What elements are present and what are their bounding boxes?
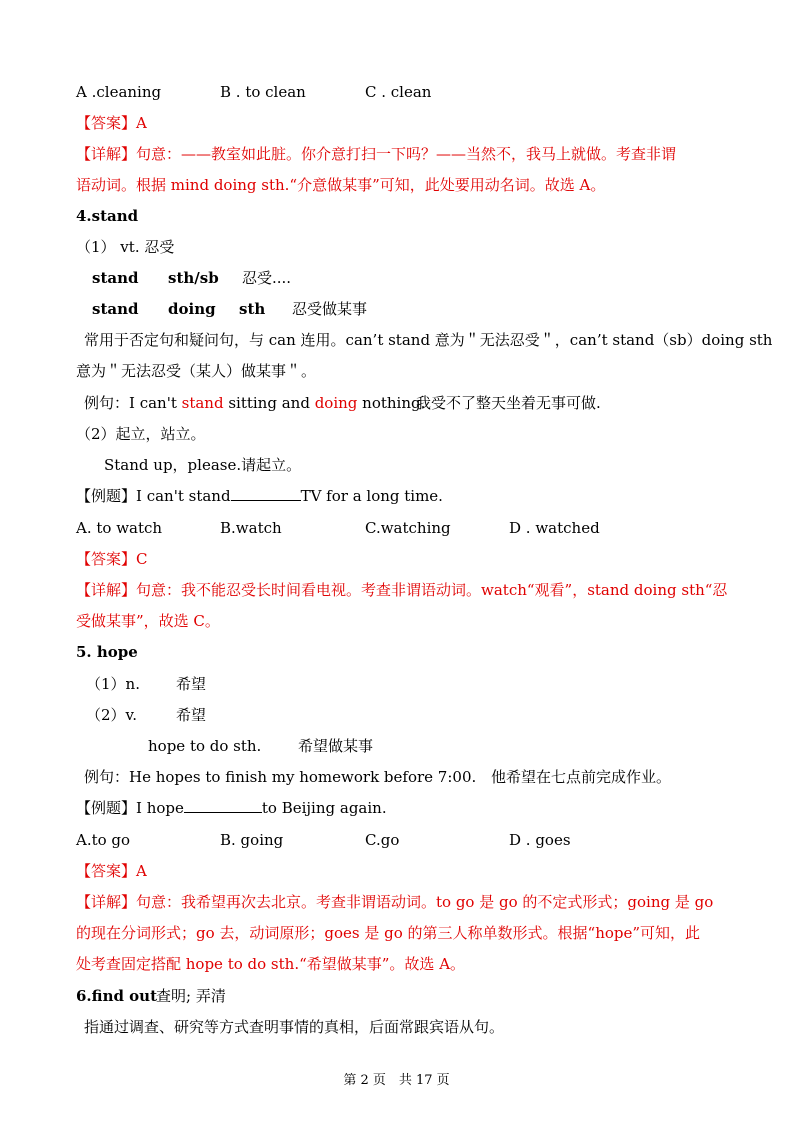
s6-meaning: 查明; 弄清	[156, 987, 226, 1005]
s5-detail-line-3: 处考查固定搭配 hope to do sth.“希望做某事”。故选 A。	[76, 955, 466, 973]
s5-option-b: B. going	[220, 831, 284, 849]
s4-sense-2: （2）起立，站立。	[76, 425, 206, 443]
s5-question-blank	[184, 798, 262, 813]
q3-option-c: C . clean	[365, 83, 432, 101]
s4-sense-1: （1） vt. 忍受	[76, 238, 175, 256]
s4-option-a: A. to watch	[76, 519, 163, 537]
s5-sense-1-label: （1）n.	[86, 675, 140, 693]
s4-detail-line-1: 【详解】句意：我不能忍受长时间看电视。考查非谓语动词。watch“观看”，stand doing sth“忍	[76, 581, 728, 599]
s4-example-sentence	[84, 393, 425, 413]
s5-sense-2-label: （2）v.	[86, 706, 138, 724]
s5-question-prefix: 【例题】I hope	[76, 799, 184, 817]
s4-example-highlight-doing: doing	[314, 394, 358, 412]
s4-example-middle: sitting and	[223, 394, 315, 412]
s5-option-c: C.go	[365, 831, 400, 849]
s4-pattern2-meaning: 忍受做某事	[292, 300, 368, 318]
s4-pattern2-word1: stand	[92, 300, 139, 318]
s4-question-blank	[231, 486, 301, 501]
s4-detail-line-2: 受做某事”，故选 C。	[76, 612, 220, 630]
s5-sense-2-meaning: 希望	[176, 706, 207, 724]
s5-phrase-meaning: 希望做某事	[298, 737, 374, 755]
s5-option-a: A.to go	[76, 831, 131, 849]
s4-stand-up-example: Stand up，please.请起立。	[104, 456, 302, 474]
q3-option-b: B . to clean	[220, 83, 306, 101]
q3-detail-line-1: 【详解】句意：——教室如此脏。你介意打扫一下吗？——当然不，我马上就做。考查非谓	[76, 145, 677, 163]
s5-detail-line-1: 【详解】句意：我希望再次去北京。考查非谓语动词。to go 是 go 的不定式形式；going 是 go	[76, 893, 714, 911]
s4-option-c: C.watching	[365, 519, 451, 537]
section-5-title: 5. hope	[76, 643, 138, 661]
s4-question	[76, 486, 443, 506]
s5-example-translation: 他希望在七点前完成作业。	[491, 768, 672, 786]
s4-example-highlight-stand: stand	[181, 394, 224, 412]
section-6-title: 6.find out	[76, 987, 158, 1005]
s4-answer: 【答案】C	[76, 550, 148, 568]
s6-usage-note: 指通过调查、研究等方式查明事情的真相，后面常跟宾语从句。	[84, 1018, 505, 1036]
q3-option-a: A .cleaning	[76, 83, 162, 101]
s5-detail-line-2: 的现在分词形式；go 去，动词原形；goes 是 go 的第三人称单数形式。根据“hope”可知，此	[76, 924, 701, 942]
s5-phrase: hope to do sth.	[148, 737, 262, 755]
s4-example-translation: 我受不了整天坐着无事可做.	[416, 394, 601, 412]
section-4-title: 4.stand	[76, 207, 139, 225]
s4-question-prefix: 【例题】I can't stand	[76, 487, 231, 505]
s4-example-suffix: nothing.	[357, 394, 426, 412]
s4-pattern1-word2: sth/sb	[168, 269, 219, 287]
s4-example-prefix: 例句：I can't	[84, 394, 182, 412]
q3-detail-line-2: 语动词。根据 mind doing sth.“介意做某事”可知，此处要用动名词。故选 A。	[76, 176, 606, 194]
page-footer: 第 2 页 共 17 页	[343, 1073, 450, 1088]
s4-pattern1-word1: stand	[92, 269, 139, 287]
s4-pattern2-word2: doing	[168, 300, 216, 318]
s4-option-d: D . watched	[509, 519, 600, 537]
s5-sense-1-meaning: 希望	[176, 675, 207, 693]
s4-pattern2-word3: sth	[239, 300, 266, 318]
s5-example-sentence: 例句：He hopes to finish my homework before 7:00.	[84, 768, 477, 786]
s4-question-suffix: TV for a long time.	[300, 487, 443, 505]
s4-option-b: B.watch	[220, 519, 282, 537]
s5-question	[76, 798, 387, 818]
s4-usage-note-line-1: 常用于否定句和疑问句，与 can 连用。can’t stand 意为＂无法忍受＂，can’t stand（sb）doing sth	[84, 331, 773, 349]
q3-answer: 【答案】A	[76, 114, 147, 132]
s5-question-suffix: to Beijing again.	[261, 799, 387, 817]
s4-usage-note-line-2: 意为＂无法忍受（某人）做某事＂。	[76, 362, 317, 380]
s5-answer: 【答案】A	[76, 862, 147, 880]
s4-pattern1-meaning: 忍受....	[242, 269, 292, 287]
s5-option-d: D . goes	[509, 831, 571, 849]
